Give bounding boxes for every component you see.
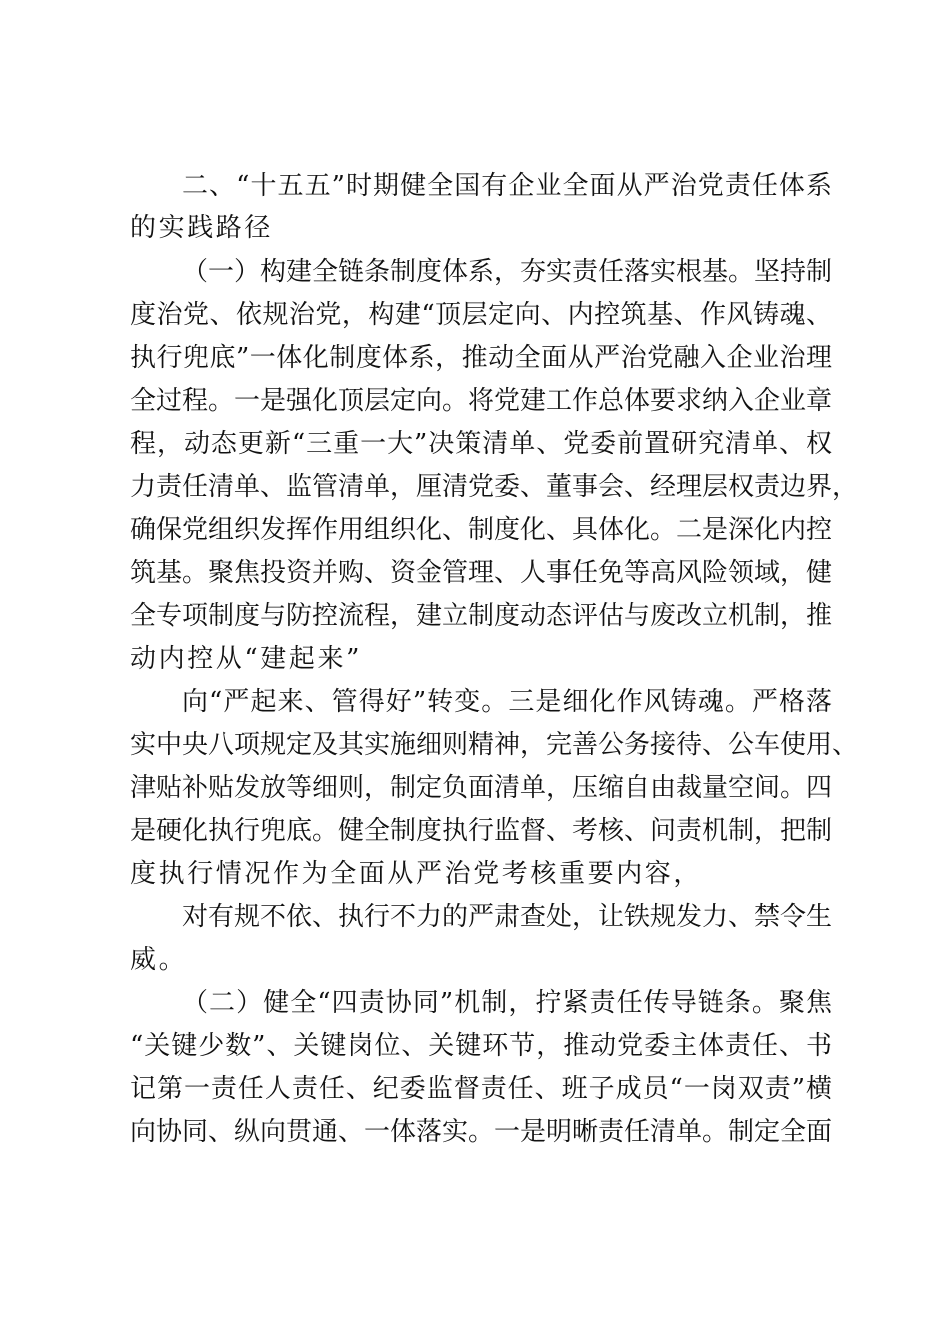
paragraph-3-line: 对有规不依、执行不力的严肃查处，让铁规发力、禁令生 <box>182 902 833 932</box>
paragraph-1-line: 度治党、依规治党，构建“顶层定向、内控筑基、作风铸魂、 <box>130 300 832 330</box>
paragraph-1-line: 全过程。一是强化顶层定向。将党建工作总体要求纳入企业章 <box>130 386 833 416</box>
paragraph-2-line: 实中央八项规定及其实施细则精神，完善公务接待、公车使用、 <box>130 730 859 760</box>
section-heading-line-2: 的实践路径 <box>130 213 274 243</box>
paragraph-1-line: 程，动态更新“三重一大”决策清单、党委前置研究清单、权 <box>130 429 832 459</box>
paragraph-4-line: （二）健全“四责协同”机制，拧紧责任传导链条。聚焦 <box>182 988 832 1018</box>
paragraph-1-line: 执行兜底”一体化制度体系，推动全面从严治党融入企业治理 <box>130 343 832 373</box>
section-heading-line-1: 二、“十五五”时期健全国有企业全面从严治党责任体系 <box>182 171 832 201</box>
paragraph-2-line: 向“严起来、管得好”转变。三是细化作风铸魂。严格落 <box>182 687 832 717</box>
paragraph-1-line: 动内控从“建起来” <box>130 644 362 674</box>
paragraph-1-line: 全专项制度与防控流程，建立制度动态评估与废改立机制，推 <box>130 601 833 631</box>
paragraph-4-line: 记第一责任人责任、纪委监督责任、班子成员“一岗双责”横 <box>130 1074 832 1104</box>
paragraph-4-line: 向协同、纵向贯通、一体落实。一是明晰责任清单。制定全面 <box>130 1117 833 1147</box>
paragraph-2-line: 是硬化执行兜底。健全制度执行监督、考核、问责机制，把制 <box>130 816 833 846</box>
paragraph-2-line: 度执行情况作为全面从严治党考核重要内容， <box>130 859 703 889</box>
paragraph-1-line: 力责任清单、监管清单，厘清党委、董事会、经理层权责边界， <box>130 472 859 502</box>
paragraph-2-line: 津贴补贴发放等细则，制定负面清单，压缩自由裁量空间。四 <box>130 773 833 803</box>
paragraph-1-line: 确保党组织发挥作用组织化、制度化、具体化。二是深化内控 <box>130 515 833 545</box>
paragraph-1-line: 筑基。聚焦投资并购、资金管理、人事任免等高风险领域，健 <box>130 558 833 588</box>
paragraph-1-line: （一）构建全链条制度体系，夯实责任落实根基。坚持制 <box>182 257 833 287</box>
paragraph-4-line: “关键少数”、关键岗位、关键环节，推动党委主体责任、书 <box>130 1031 832 1061</box>
paragraph-3-line: 威。 <box>130 945 188 975</box>
